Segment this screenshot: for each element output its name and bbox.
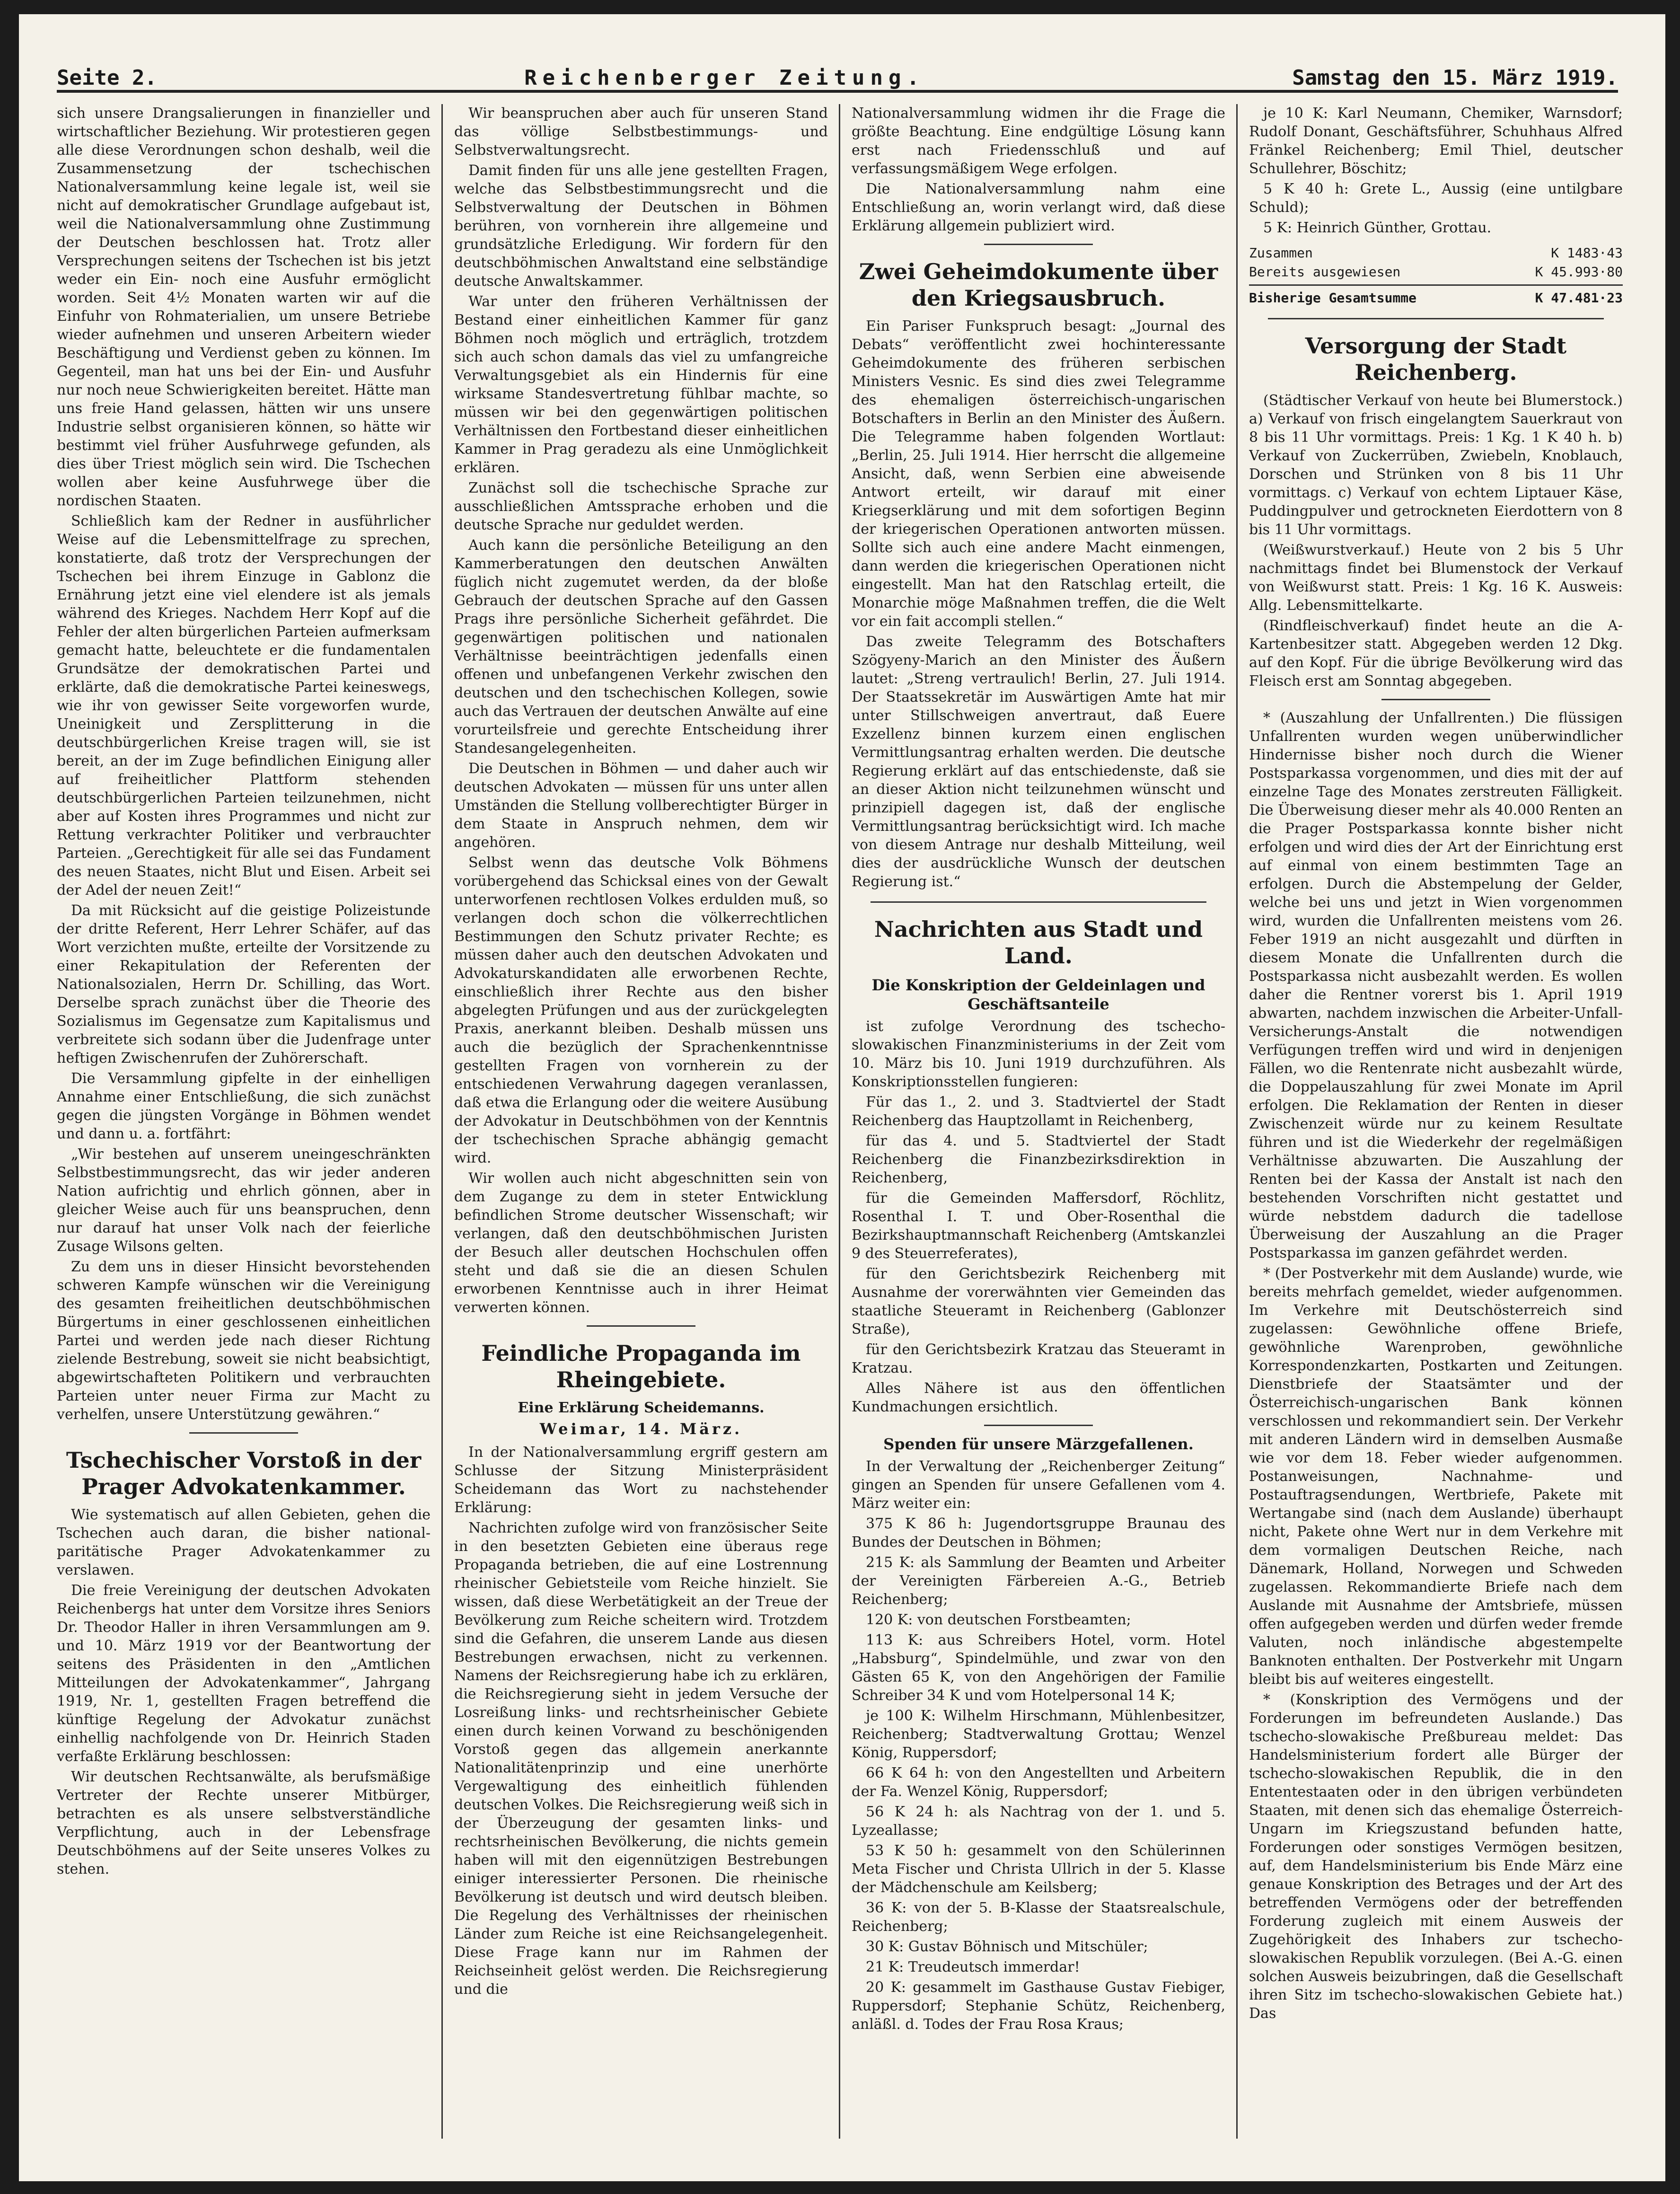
article-dateline: Weimar, 14. März. (539, 1420, 743, 1438)
column-rule (1236, 104, 1238, 2139)
paragraph: Wie systematisch auf allen Gebieten, gehen die Tschechen auch daran, die bisher national-paritätische Prager Advokatenkammer zu verslawen. (57, 1507, 431, 1578)
paragraph: Das zweite Telegramm des Botschafters Szögyeny-Marich an den Minister des Äußern lautet: „Streng vertraulich! Berlin, 27. Juli 1914. Der Staatssekretär im Auswärtigen Amte hat mir unter Stillschweigen anvertraut, daß Euere Exzellenz binnen kurzem einen englischen Vermittlungsantrag erhalten werden. Die deutsche Regierung erklärt auf das entschiedenste, daß sie an dieser Aktion nicht teilzunehmen wünscht und prinzipiell dagegen ist, daß der englische Vermittlungsantrag berücksichtigt wird. Ich mache von diesem Antrage nur deshalb Mitteilung, weil dies der ausdrückliche Wunsch der deutschen Regierung ist.“ (852, 634, 1225, 890)
article-heading: Zwei Geheimdokumente über den Kriegsausbruch. (859, 259, 1218, 311)
paragraph: sich unsere Drangsalierungen in finanzieller und wirtschaftlicher Beziehung. Wir protestieren gegen alle diese Verordnungen schon deshalb, weil die Zusammensetzung der tschechischen Nationalversammlung keine legale ist, weil sie nicht auf demokratischer Grundlage aufgebaut ist, weil die Nationalversammlung ohne Zustimmung der Deutschen beschlossen hat. Trotz aller Versprechungen seitens der Tschechen ist bis jetzt weder ein Ein- noch eine Ausfuhr ermöglicht worden. Seit 4½ Monaten warten wir auf die Einfuhr von Rohmaterialien, um unsere Betriebe wieder aufnehmen und unseren Arbeitern wieder Beschäftigung und Verdienst geben zu können. Im Gegenteil, man hat uns bei der Ein- und Ausfuhr nur noch neue Schwierigkeiten bereitet. Hätte man uns freie Hand gelassen, hätten wir uns unsere Industrie selbst organisieren können, so hätte wir bestimmt viel früher Ausfuhrwege gefunden, als dies über Triest möglich sein wird. Die Tschechen wollen aber keine Ausfuhrwege über die nordischen Staaten. (57, 105, 431, 509)
paragraph: Nachrichten zufolge wird von französischer Seite in den besetzten Gebieten eine überaus rege Propaganda betrieben, die auf eine Lostrennung rheinischer Gebietsteile vom Reiche hinzielt. Sie wissen, daß diese Werbetätigkeit an der Treue der Bevölkerung zum Reiche scheitern wird. Trotzdem sind die Gefahren, die unserem Lande aus diesen Bestrebungen erwachsen, nicht zu verkennen. Namens der Reichsregierung habe ich zu erklären, die Reichsregierung sieht in jedem Versuche der Losreißung links- und rechtsrheinischer Gebiete einen durch keinen Vorwand zu beschönigenden Vorstoß gegen das allgemein anerkannte Nationalitätenprinzip und eine unerhörte Vergewaltigung des einheitlich fühlenden deutschen Volkes. Die Reichsregierung weiß sich in der Überzeugung der gesamten links- und rechtsrheinischen Bevölkerung, die nichts gemein haben will mit den eigennützigen Bestrebungen einiger interessierter Personen. Die rheinische Bevölkerung ist deutsch und wird deutsch bleiben. Die Regelung des Verhältnisses der rheinischen Länder zum Reiche ist eine Reichsangelegenheit. Diese Frage kann nur im Rahmen der Reichseinheit gelöst werden. Die Reichsregierung und die (454, 1520, 828, 1998)
section-heading: Nachrichten aus Stadt und Land. (874, 916, 1203, 969)
paragraph: In der Nationalversammlung ergriff gestern am Schlusse der Sitzung Ministerpräsident Scheidemann das Wort zu nachstehender Erklärung: (454, 1444, 828, 1516)
tally-row (1249, 263, 1623, 282)
paragraph: (Städtischer Verkauf von heute bei Blumerstock.) a) Verkauf von frisch eingelangtem Sauerkraut von 8 bis 11 Uhr vormittags. Preis: 1 Kg. 1 K 40 h. b) Verkauf von Zuckerrüben, Zwiebeln, Knoblauch, Dorschen und Strünken von 8 bis 11 Uhr vormittags. c) Verkauf von echtem Liptauer Käse, Puddingpulver und getrockneten Eierdottern von 8 bis 11 Uhr vormittags. (1249, 392, 1623, 538)
paragraph: Da mit Rücksicht auf die geistige Polizeistunde der dritte Referent, Herr Lehrer Schäfer, auf das Wort verzichten mußte, erteilte der Vorsitzende zu einer Rekapitulation der Referenten der Nationalsozialen, Herrn Dr. Schilling, das Wort. Derselbe sprach zunächst über die Theorie des Sozialismus im Gegensatze zum Kapitalismus und verbreitete sich sodann über die Judenfrage unter heftigen Zwischenrufen der Zuhörerschaft. (57, 902, 431, 1066)
paragraph: (Rindfleischverkauf) findet heute an die A-Kartenbesitzer statt. Abgegeben werden 12 Dkg. auf den Kopf. Für die übrige Bevölkerung wird das Fleisch erst am Sonntag abgegeben. (1249, 617, 1623, 689)
paragraph: Die Nationalversammlung nahm eine Entschließung an, worin verlangt wird, daß diese Erklärung allgemein publiziert wird. (852, 181, 1225, 234)
tally-label: Zusammen (1249, 245, 1313, 261)
article-heading: Tschechischer Vorstoß in der Prager Advokatenkammer. (66, 1447, 422, 1499)
tally-label: Bereits ausgewiesen (1249, 264, 1401, 280)
page-header (57, 47, 1618, 93)
tally-value: K 47.481·23 (1535, 290, 1623, 306)
paragraph: Nationalversammlung widmen ihr die Frage die größte Beachtung. Eine endgültige Lösung kann erst nach Friedensschluß und auf verfassungsmäßigem Wege erfolgen. (852, 105, 1225, 177)
donation-entry: 56 K 24 h: als Nachtrag von der 1. und 5. Lyzeallasse; (852, 1804, 1225, 1839)
paragraph: Auch kann die persönliche Beteiligung an den Kammerberatungen den deutschen Anwälten füglich nicht zugemutet werden, da der bloße Gebrauch der deutschen Sprache auf den Gassen Prags ihre persönliche Sicherheit gefährdet. Die gegenwärtigen politischen und nationalen Verhältnisse beeinträchtigen jedenfalls einen offenen und unbefangenen Verkehr zwischen den deutschen und den tschechischen Kollegen, sowie auch das Vertrauen der deutschen Anwälte auf eine vorurteilsfreie und gerechte Entscheidung ihrer Standesangelegenheiten. (454, 537, 828, 757)
tally-row (1249, 244, 1623, 263)
divider (984, 1425, 1093, 1426)
paragraph: „Wir bestehen auf unserem uneingeschränkten Selbstbestimmungsrecht, das wir jeder anderen Nation aufrichtig und ehrlich gönnen, aber in gleicher Weise auch für uns beanspruchen, denn nur darauf hat unser Volk nach der feierliche Zusage Wilsons gelten. (57, 1146, 431, 1255)
donation-entry: 215 K: als Sammlung der Beamten und Arbeiter der Vereinigten Färbereien A.-G., Betrieb Reichenberg; (852, 1554, 1225, 1608)
paragraph: Selbst wenn das deutsche Volk Böhmens vorübergehend das Schicksal eines von der Gewalt unterworfenen rechtlosen Volkes erdulden muß, so verlangen doch schon die völkerrechtlichen Bestimmungen den Schutz privater Rechte; es müssen daher auch den deutschen Advokaten und Advokaturskandidaten alle erworbenen Rechte, einschließlich ihrer Rechte aus den bisher abgelegten Prüfungen und aus der zurückgelegten Praxis, anerkannt bleiben. Deshalb müssen uns auch die bezüglich der Sprachenkenntnisse gestellten Fragen von vornherein zu der entschiedenen Verwahrung dagegen veranlassen, daß etwa die Erlangung oder die weitere Ausübung der Advokatur in Deutschböhmen von der Kenntnis der tschechischen Sprache abhängig gemacht wird. (454, 855, 828, 1166)
paragraph: * (Konskription des Vermögens und der Forderungen im befreundeten Auslande.) Das tschecho-slowakische Preßbureau meldet: Das Handelsministerium fordert alle Bürger der tschecho-slowakischen Republik, die in den Ententestaaten oder in den übrigen verbündeten Staaten, mit denen sich das ehemalige Österreich-Ungarn im Kriegszustand befunden hatte, Forderungen oder sonstiges Vermögen besitzen, auf, dem Handelsministerium bis Ende März eine genaue Konskription des Betrages und der Art des betreffenden Vermögens oder der betreffenden Forderung zugleich mit einem Ausweis der Zugehörigkeit des Inhabers zur tschecho-slowakischen Republik vorzulegen. (Bei A.-G. einen solchen Ausweis beizubringen, daß die Gesellschaft ihren Sitz im tschecho-slowakischen Gebiete hat.) Das (1249, 1692, 1623, 2022)
donation-entry: 66 K 64 h: von den Angestellten und Arbeitern der Fa. Wenzel König, Ruppersdorf; (852, 1765, 1225, 1800)
paragraph: Zu dem uns in dieser Hinsicht bevorstehenden schweren Kampfe wünschen wir die Vereinigung des gesamten freiheitlichen deutschböhmischen Bürgertums in einer geschlossenen einheitlichen Partei und werden jede nach dieser Richtung zielende Bestrebung, soweit sie nicht beabsichtigt, abgewirtschafteten Politikern und verbrauchten Parteien unter neuer Firma zur Macht zu verhelfen, unsere Unterstützung gewähren.“ (57, 1259, 431, 1423)
column-4 (1249, 104, 1623, 2153)
donation-entry: 36 K: von der 5. B-Klasse der Staatsrealschule, Reichenberg; (852, 1900, 1225, 1935)
paragraph: Die Deutschen in Böhmen — und daher auch wir deutschen Advokaten — müssen für uns unter allen Umständen die Stellung vollberechtigter Bürger in dem Staate in Anspruch nehmen, dem wir angehören. (454, 760, 828, 851)
divider (587, 1325, 695, 1327)
divider (189, 1432, 298, 1434)
page-number: Seite 2. (57, 66, 157, 90)
article-heading: Spenden für unsere Märzgefallenen. (883, 1435, 1194, 1453)
paragraph: Schließlich kam der Redner in ausführlicher Weise auf die Lebensmittelfrage zu sprechen, konstatierte, daß trotz der Versprechungen der Tschechen bei ihrem Einzuge in Gablonz die Ernährung jetzt eine viel elendere ist als jemals während des Krieges. Nachdem Herr Kopf auf die Fehler der alten bürgerlichen Parteien aufmerksam gemacht hatte, beleuchtete er die fundamentalen Grundsätze der demokratischen Partei und erklärte, daß die demokratische Partei keineswegs, wie ihr von gewisser Seite vorgeworfen wurde, Uneinigkeit und Zersplitterung in die deutschbürgerlichen Kreise tragen will, sie ist bereit, an der im Zuge befindlichen Einigung aller auf freiheitlicher Plattform stehenden deutschbürgerlichen Parteien teilzunehmen, nicht aber auf Kosten ihres Programmes und nicht zur Rettung verkrachter Politiker und verbrauchter Parteien. „Gerechtigkeit für alle sei das Fundament des neuen Staates, nicht Blut und Eisen. Arbeit sei der Adel der neuen Zeit!“ (57, 513, 431, 899)
paragraph: für die Gemeinden Maffersdorf, Röchlitz, Rosenthal I. T. und Ober-Rosenthal die Bezirkshauptmannschaft Reichenberg (Amtskanzlei 9 des Steuerreferates), (852, 1190, 1225, 1262)
column-2 (454, 104, 828, 2153)
column-rule (441, 104, 443, 2139)
paragraph: für den Gerichtsbezirk Kratzau das Steueramt in Kratzau. (852, 1341, 1225, 1376)
paragraph: Die Versammlung gipfelte in der einhelligen Annahme einer Entschließung, die sich zunächst gegen die jüngsten Vorgänge in Böhmen wendet und dann u. a. fortfährt: (57, 1070, 431, 1142)
newspaper-page (19, 14, 1665, 2181)
donation-tally (1249, 244, 1623, 308)
paragraph: Ein Pariser Funkspruch besagt: „Journal des Debats“ veröffentlicht zwei hochinteressante Geheimdokumente des früheren serbischen Ministers Vesnic. Es sind dies zwei Telegramme des ehemaligen österreichisch-ungarischen Botschafters in Berlin an den Minister des Äußern. Die Telegramme haben folgenden Wortlaut: „Berlin, 25. Juli 1914. Hier herrscht die allgemeine Ansicht, daß, wenn Serbien eine abweisende Antwort erteilt, wir darauf mit einer Kriegserklärung und mit dem sofortigen Beginn der kriegerischen Operationen antworten müssen. Sollte sich auch eine andere Macht einmengen, dann werden die kriegerischen Operationen nicht eingestellt. Man hat den Ratschlag erteilt, die Monarchie möge Maßnahmen treffen, die die Welt vor ein fait accompli stellen.“ (852, 318, 1225, 630)
paragraph: für den Gerichtsbezirk Reichenberg mit Ausnahme der vorerwähnten vier Gemeinden das staatliche Steueramt in Reichenberg (Gablonzer Straße), (852, 1266, 1225, 1338)
article-subheading: Die Konskription der Geldeinlagen und Geschäftsanteile (871, 976, 1205, 1013)
paragraph: Für das 1., 2. und 3. Stadtviertel der Stadt Reichenberg das Hauptzollamt in Reichenberg, (852, 1094, 1225, 1129)
donation-entry: 5 K 40 h: Grete L., Aussig (eine untilgbare Schuld); (1249, 181, 1623, 216)
donation-entry: 53 K 50 h: gesammelt von den Schülerinnen Meta Fischer und Christa Ullrich in der 5. Klasse der Mädchenschule am Keilsberg; (852, 1842, 1225, 1896)
donation-entry: 375 K 86 h: Jugendortsgruppe Braunau des Bundes der Deutschen in Böhmen; (852, 1516, 1225, 1551)
donation-entry: 113 K: aus Schreibers Hotel, vorm. Hotel „Habsburg“, Spindelmühle, und zwar von den Gästen 65 K, von den Angehörigen der Familie Schreiber 34 K und vom Hotelpersonal 14 K; (852, 1632, 1225, 1704)
paragraph: Zunächst soll die tschechische Sprache zur ausschließlichen Amtssprache erhoben und die deutsche Sprache nur geduldet werden. (454, 480, 828, 533)
tally-total-row (1249, 284, 1623, 308)
paragraph: Wir wollen auch nicht abgeschnitten sein von dem Zugange zu dem in steter Entwicklung befindlichen Strome deutscher Wissenschaft; wir verlangen, daß den deutschböhmischen Juristen der Besuch aller deutschen Hochschulen offen steht und daß sie die an diesen Schulen erworbenen Kenntnisse auch in ihrer Heimat verwerten können. (454, 1170, 828, 1316)
paragraph: (Weißwurstverkauf.) Heute von 2 bis 5 Uhr nachmittags findet bei Blumenstock der Verkauf von Weißwurst statt. Preis: 1 Kg. 16 K. Ausweis: Allg. Lebensmittelkarte. (1249, 542, 1623, 614)
column-3 (852, 104, 1225, 2153)
column-rule (839, 104, 840, 2139)
paragraph: * (Auszahlung der Unfallrenten.) Die flüssigen Unfallrenten wurden wegen unüberwindlicher Hindernisse bisher noch durch die Wiener Postsparkassa vorgenommen, und dies mit der auf einzelne Tage des Monates zerstreuten Fälligkeit. Die Überweisung dieser mehr als 40.000 Renten an die Prager Postsparkassa konnte bisher nicht erfolgen und wird dies der Art der Einrichtung erst auf einmal von einem bestimmten Tage an erfolgen. Durch die Abstempelung der Gelder, welche bei uns und jetzt in Wien vorgenommen wird, wurden die Unfallrenten meistens vom 26. Feber 1919 an nicht ausgezahlt und dürften in diesem Monate die Unfallrenten durch die Postsparkassa nicht ausbezahlt werden. Es wollen daher die Rentner vorerst bis 1. April 1919 abwarten, nachdem inzwischen die Arbeiter-Unfall-Versicherungs-Anstalt die notwendigen Verfügungen treffen wird und wird in denjenigen Fällen, wo die Rentenrate nicht ausbezahlt würde, die Doppelauszahlung für zwei Monate im April erfolgen. Die Reklamation der Renten in dieser Zwischenzeit würde nur zu keinem Resultate führen und ist die Wiederkehr der regelmäßigen Verhältnisse abzuwarten. Die Auszahlung der Renten bei der Kassa der Anstalt ist nach den bestehenden Vorschriften nicht gestattet und würde nebstdem dadurch die tadellose Überweisung der Auszahlung an die Prager Postsparkassa im ganzen gefährdet werden. (1249, 710, 1623, 1261)
paragraph: Alles Nähere ist aus den öffentlichen Kundmachungen ersichtlich. (852, 1380, 1225, 1415)
paragraph: * (Der Postverkehr mit dem Auslande) wurde, wie bereits mehrfach gemeldet, wieder aufgenommen. Im Verkehre mit Deutschösterreich sind zugelassen: Gewöhnliche offene Briefe, gewöhnliche Warenproben, gewöhnliche Korrespondenzkarten, Postkarten und Zeitungen. Dienstbriefe der Staatsämter und der Österreichisch-ungarischen Bank können verschlossen und rekommandiert sein. Der Verkehr mit anderen Ländern wird in demselben Ausmaße wie vor dem 18. Feber wieder aufgenommen. Postanweisungen, Nachnahme- und Postauftragsendungen, Wertbriefe, Pakete mit Wertangabe sind (nach dem Auslande) überhaupt nicht, Pakete ohne Wert nur in dem Verkehre mit dem vormaligen Deutschen Reiche, nach Dänemark, Holland, Norwegen und Schweden zugelassen. Rekommandierte Briefe nach dem Auslande mit Ausnahme der Amtsbriefe, müssen offen aufgegeben werden und dürfen weder fremde Valuten, noch inländische abgestempelte Banknoten enthalten. Der Postverkehr mit Ungarn bleibt bis auf weiteres eingestellt. (1249, 1265, 1623, 1688)
article-heading: Feindliche Propaganda im Rheingebiete. (481, 1340, 801, 1392)
donation-entry: 120 K: von deutschen Forstbeamten; (866, 1612, 1131, 1628)
paragraph: Wir beanspruchen aber auch für unseren Stand das völlige Selbstbestimmungs- und Selbstverwaltungsrecht. (454, 105, 828, 159)
divider (984, 244, 1093, 245)
donation-entry: 5 K: Heinrich Günther, Grottau. (1263, 220, 1492, 236)
issue-date: Samstag den 15. März 1919. (1292, 66, 1618, 90)
paragraph: für das 4. und 5. Stadtviertel der Stadt Reichenberg die Finanzbezirksdirektion in Reichenberg, (852, 1133, 1225, 1186)
divider (1268, 318, 1604, 319)
donation-entry: 30 K: Gustav Böhnisch und Mitschüler; (866, 1938, 1148, 1955)
tally-value: K 45.993·80 (1535, 264, 1623, 280)
section-heading: Versorgung der Stadt Reichenberg. (1305, 333, 1567, 385)
paragraph: War unter den früheren Verhältnissen der Bestand einer einheitlichen Kammer für ganz Böhmen noch möglich und erträglich, trotzdem sich auch schon damals das viel zu umfangreiche Verwaltungsgebiet als ein Hindernis für eine wirksame Standesvertretung fühlbar machte, so müssen wir bei den gegenwärtigen politischen Verhältnissen den Fortbestand dieser einheitlichen Kammer in Prag geradezu als eine Unmöglichkeit erklären. (454, 293, 828, 476)
paragraph: ist zufolge Verordnung des tschecho-slowakischen Finanzministeriums in der Zeit vom 10. März bis 10. Juni 1919 durchzuführen. Als Konskriptionsstellen fungieren: (852, 1018, 1225, 1090)
donation-entry: 21 K: Treudeutsch immerdar! (866, 1959, 1080, 1975)
masthead: Reichenberger Zeitung. (524, 66, 925, 90)
paragraph: Die freie Vereinigung der deutschen Advokaten Reichenbergs hat unter dem Vorsitze ihres Seniors Dr. Theodor Haller in ihren Versammlungen am 9. und 10. März 1919 vor der Beantwortung der seitens des Präsidenten in den „Amtlichen Mitteilungen der Advokatenkammer“, Jahrgang 1919, Nr. 1, gestellten Fragen betreffend die künftige Regelung der Advokatur zunächst einhellig nachfolgende von Dr. Heinrich Staden verfaßte Erklärung beschlossen: (57, 1582, 431, 1765)
tally-value: K 1483·43 (1551, 245, 1623, 261)
article-subheading: Eine Erklärung Scheidemanns. (518, 1400, 765, 1416)
paragraph: Damit finden für uns alle jene gestellten Fragen, welche das Selbstbestimmungsrecht und die Selbstverwaltung der Deutschen in Böhmen berühren, von vornherein ihre allgemeine und grundsätzliche Erledigung. Wir fordern für den deutschböhmischen Anwaltstand eine selbständige deutsche Anwaltskammer. (454, 162, 828, 290)
donation-entry: je 100 K: Wilhelm Hirschmann, Mühlenbesitzer, Reichenberg; Stadtverwaltung Grottau; Wenzel König, Ruppersdorf; (852, 1708, 1225, 1761)
divider (871, 901, 1206, 903)
column-1 (57, 104, 431, 2153)
paragraph: In der Verwaltung der „Reichenberger Zeitung“ gingen an Spenden für unsere Gefallenen vom 4. März weiter ein: (852, 1458, 1225, 1512)
tally-label: Bisherige Gesamtsumme (1249, 290, 1417, 306)
donation-entry: 20 K: gesammelt im Gasthause Gustav Fiebiger, Ruppersdorf; Stephanie Schütz, Reichenberg, anläßl. d. Todes der Frau Rosa Kraus; (852, 1979, 1225, 2033)
donation-entry: je 10 K: Karl Neumann, Chemiker, Warnsdorf; Rudolf Donant, Geschäftsführer, Schuhhaus Alfred Fränkel Reichenberg; Emil Thiel, deutscher Schullehrer, Böschitz; (1249, 105, 1623, 177)
paragraph: Wir deutschen Rechtsanwälte, als berufsmäßige Vertreter der Rechte unserer Mitbürger, betrachten es als unsere selbstverständliche Verpflichtung, auch in der Lebensfrage Deutschböhmens auf der Seite unseres Volkes zu stehen. (57, 1769, 431, 1877)
divider (1381, 699, 1490, 700)
